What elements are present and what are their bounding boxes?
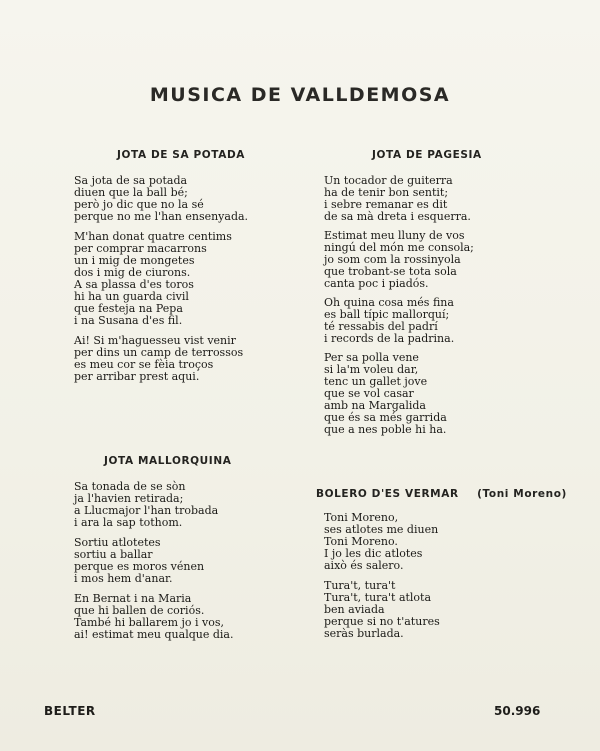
stanza [324,230,482,290]
lyric-line: M'han donat quatre centims [74,230,232,243]
song-jota-de-pagesia [324,149,482,436]
lyric-line: ses atlotes me diuen [324,523,439,536]
lyric-line: que trobant-se tota sola [324,265,457,278]
lyric-line: sortiu a ballar [74,548,153,561]
lyric-line: i mos hem d'anar. [74,572,173,585]
stanza [74,175,248,223]
lyric-line: i records de la padrina. [324,332,455,345]
lyric-line: perque es moros vénen [74,560,205,573]
lyric-line: que a nes poble hi ha. [324,423,447,436]
lyric-line: això és salero. [324,559,404,572]
lyric-line: ningú del món me consola; [324,241,474,254]
lyric-line: Sa jota de sa potada [74,174,188,187]
lyric-line: Tura't, tura't atlota [324,591,432,604]
song-bolero-des-vermar [318,488,567,640]
lyric-line: Tura't, tura't [324,579,396,592]
lyric-line: Un tocador de guiterra [324,174,453,187]
lyric-line: ja l'havien retirada; [74,492,184,505]
lyric-line: es ball típic mallorquí; [324,308,450,321]
lyric-line: En Bernat i na Maria [74,592,192,605]
lyric-line: ha de tenir bon sentit; [324,186,449,199]
lyric-line: A sa plassa d'es toros [74,278,194,291]
stanza [324,352,482,436]
song-lyrics [74,175,248,383]
song-title: JOTA DE PAGESIA [372,149,482,161]
lyric-line: que festeja na Pepa [74,302,183,315]
stanza [74,335,248,383]
lyric-line: Estimat meu lluny de vos [324,229,465,242]
lyric-line: a Llucmajor l'han trobada [74,504,219,517]
stanza [324,297,482,345]
lyric-line: per dins un camp de terrossos [74,346,244,359]
song-lyrics [324,512,567,640]
lyric-line: jo som com la rossinyola [324,253,461,266]
lyric-line: un i mig de mongetes [74,254,195,267]
lyric-line: Toni Moreno. [324,535,398,548]
song-subtitle: (Toni Moreno) [477,488,567,500]
lyric-line: amb na Margalida [324,399,426,412]
stanza [74,481,233,529]
lyric-line: dos i mig de ciurons. [74,266,191,279]
lyric-line: diuen que la ball bé; [74,186,188,199]
lyric-line: canta poc i piadós. [324,277,429,290]
song-title [316,488,567,500]
lyric-line: que hi ballen de coriós. [74,604,205,617]
stanza [324,512,567,572]
stanza [324,175,482,223]
lyric-line: I jo les dic atlotes [324,547,423,560]
lyric-line: i sebre remanar es dit [324,198,448,211]
lyric-line: Oh quina cosa més fina [324,296,454,309]
lyric-line: per arribar prest aqui. [74,370,200,383]
lyric-line: També hi ballarem jo i vos, [74,616,225,629]
lyric-line: seràs burlada. [324,627,404,640]
stanza [324,580,567,640]
lyric-line: té ressabis del padrí [324,320,438,333]
lyric-line: Sortiu atlotetes [74,536,161,549]
lyric-line: hi ha un guarda civil [74,290,189,303]
lyric-line: ben aviada [324,603,385,616]
page-title: MUSICA DE VALLDEMOSA [149,84,451,106]
song-lyrics [324,175,482,436]
catalog-number: 50.996 [494,704,541,718]
lyric-line: que se vol casar [324,387,414,400]
song-jota-mallorquina [74,455,233,641]
song-title: JOTA MALLORQUINA [104,455,232,467]
lyric-line: perque no me l'han ensenyada. [74,210,249,223]
lyric-line: però jo dic que no la sé [74,198,204,211]
lyric-line: per comprar macarrons [74,242,207,255]
stanza [74,231,248,327]
record-label: BELTER [44,704,96,718]
lyric-line: de sa mà dreta i esquerra. [324,210,471,223]
lyric-line: es meu cor se fèia troços [74,358,214,371]
stanza [74,537,233,585]
lyric-line: Ai! Si m'haguesseu vist venir [74,334,236,347]
song-jota-de-sa-potada [74,149,248,383]
lyric-line: Sa tonada de se sòn [74,480,186,493]
lyric-line: i na Susana d'es fil. [74,314,183,327]
lyric-line: Per sa polla vene [324,351,419,364]
lyric-line: tenc un gallet jove [324,375,428,388]
song-title: JOTA DE SA POTADA [117,149,245,161]
lyric-line: ai! estimat meu qualque dia. [74,628,234,641]
song-title-text: BOLERO D'ES VERMAR [316,488,459,500]
stanza [74,593,233,641]
song-lyrics [74,481,233,641]
lyric-line: i ara la sap tothom. [74,516,183,529]
lyric-line: perque si no t'atures [324,615,440,628]
lyric-line: si la'm voleu dar, [324,363,419,376]
lyric-line: que és sa més garrida [324,411,447,424]
lyric-line: Toni Moreno, [324,511,399,524]
